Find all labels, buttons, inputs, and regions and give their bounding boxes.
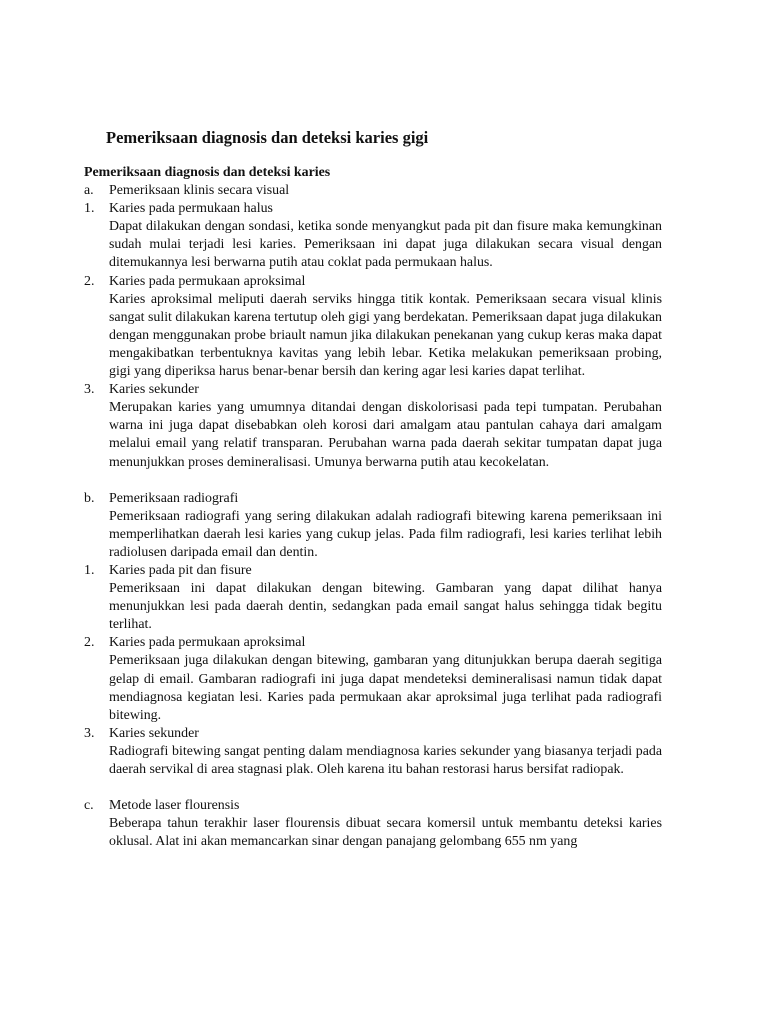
list-item — [84, 562, 662, 580]
paragraph: Merupakan karies yang umumnya ditandai dengan diskolorisasi pada tepi tumpatan. Perubahan warna ini juga dapat disebabkan oleh korosi dari amalgam atau pantulan cahaya dari amalgam melalui email yang relatif transparan. Perubahan warna pada daerah sekitar tumpatan dapat juga menunjukkan proses demineralisasi. Umunya berwarna putih atau kecokelatan. — [109, 400, 662, 470]
section-b-label: Pemeriksaan radiografi — [109, 490, 239, 506]
list-item — [84, 200, 662, 218]
list-item-label: Karies sekunder — [109, 725, 199, 741]
list-item-label: Karies sekunder — [109, 382, 199, 398]
list-item — [84, 725, 662, 743]
paragraph: Pemeriksaan radiografi yang sering dilakukan adalah radiografi bitewing karena pemeriksaan ini memperlihatkan daerah lesi karies yang cukup jelas. Pada film radiografi, lesi karies terlihat lebih radiolusen daripada email dan dentin. — [109, 508, 662, 560]
paragraph: Pemeriksaan juga dilakukan dengan bitewing, gambaran yang ditunjukkan berupa daerah segitiga gelap di email. Gambaran radiografi ini juga dapat mendeteksi demineralisasi namun tidak dapat mendiagnosa kegiatan lesi. Karies pada permukaan akar aproksimal juga terlihat pada radiografi bitewing. — [109, 653, 662, 723]
paragraph: Pemeriksaan ini dapat dilakukan dengan bitewing. Gambaran yang dapat dilihat hanya menunjukkan lesi pada daerah dentin, sedangkan pada email sangat halus sehingga tidak begitu terlihat. — [109, 581, 662, 633]
list-item — [84, 381, 662, 399]
list-marker: 2. — [84, 635, 95, 651]
document-title: Pemeriksaan diagnosis dan deteksi karies gigi — [106, 128, 429, 147]
list-item-label: Karies pada permukaan aproksimal — [109, 635, 306, 651]
list-item — [84, 634, 662, 652]
list-item — [84, 273, 662, 291]
list-marker: c. — [84, 798, 94, 814]
list-marker: a. — [84, 183, 94, 199]
list-marker: 3. — [84, 725, 95, 741]
section-c — [84, 797, 662, 815]
section-c-label: Metode laser flourensis — [109, 798, 240, 814]
paragraph: Dapat dilakukan dengan sondasi, ketika sonde menyangkut pada pit dan fisure maka kemungkinan sudah mulai terjadi lesi karies. Pemeriksaan ini dapat juga dilakukan secara visual dengan ditemukannya lesi berwarna putih atau coklat pada permukaan halus. — [109, 219, 662, 271]
list-item-label: Karies pada permukaan halus — [109, 201, 273, 217]
paragraph: Karies aproksimal meliputi daerah serviks hingga titik kontak. Pemeriksaan secara visual klinis sangat sulit dilakukan karena tertutup oleh gigi yang berdekatan. Pemeriksaan dapat juga dilakukan dengan menggunakan probe briault namun jika dilakukan penekanan yang cukup keras maka dapat mengakibatkan terbentuknya kavitas yang lebih lebar. Ketika melakukan pemeriksaan probing, gigi yang diperiksa harus benar-benar bersih dan kering agar lesi karies dapat terlihat. — [109, 291, 662, 380]
list-item-label: Karies pada permukaan aproksimal — [109, 273, 306, 289]
section-a — [84, 182, 662, 200]
paragraph: Beberapa tahun terakhir laser flourensis dibuat secara komersil untuk membantu deteksi karies oklusal. Alat ini akan memancarkan sinar dengan panajang gelombang 655 nm yang — [109, 816, 662, 850]
list-marker: 2. — [84, 273, 95, 289]
spacer — [84, 779, 662, 797]
section-b — [84, 490, 662, 508]
list-marker: 1. — [84, 562, 95, 578]
section-a-label: Pemeriksaan klinis secara visual — [109, 183, 290, 199]
list-marker: 1. — [84, 201, 95, 217]
section-heading: Pemeriksaan diagnosis dan deteksi karies — [84, 165, 331, 180]
document-body — [84, 164, 662, 851]
list-item-label: Karies pada pit dan fisure — [109, 562, 252, 578]
list-marker: b. — [84, 490, 95, 506]
list-marker: 3. — [84, 382, 95, 398]
spacer — [84, 472, 662, 490]
paragraph: Radiografi bitewing sangat penting dalam mendiagnosa karies sekunder yang biasanya terjadi pada daerah servikal di area stagnasi plak. Oleh karena itu bahan restorasi harus bersifat radiopak. — [109, 743, 662, 777]
